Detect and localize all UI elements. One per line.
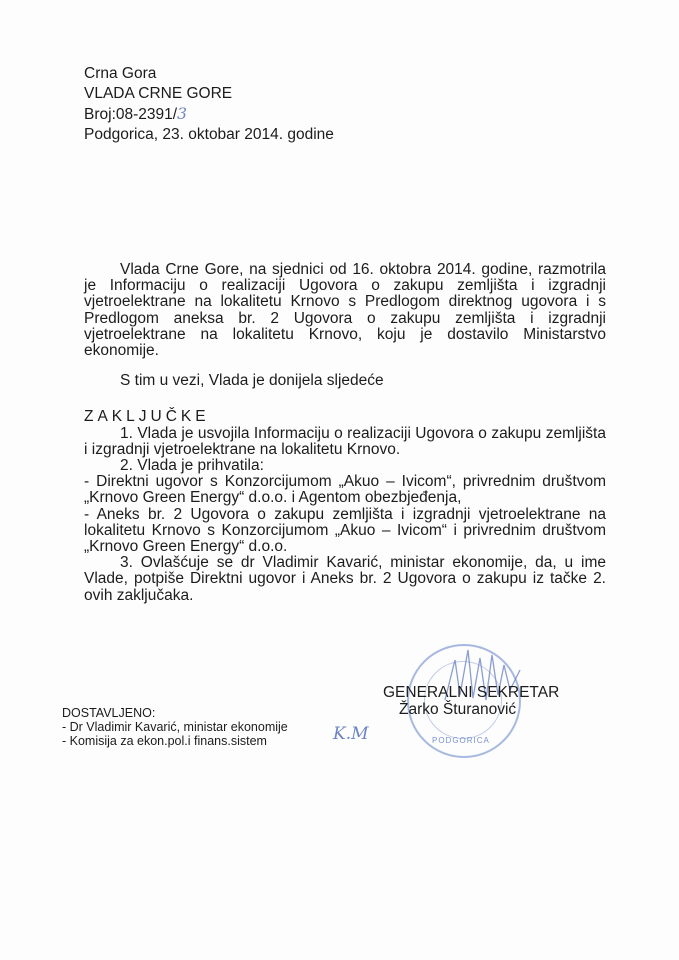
conclusion-item-3: 3. Ovlašćuje se dr Vladimir Kavarić, ministar ekonomije, da, u ime Vlade, potpiše Direktni ugovor i Aneks br. 2 Ugovora o zakupu iz tačke 2. ovih zaključaka. bbox=[84, 554, 606, 604]
conclusion-item-2b: - Aneks br. 2 Ugovora o zakupu zemljišta i izgradnji vjetroelektrane na lokalitetu Krnovo s Konzorcijumom „Akuo – Ivicom“ i privrednim društvom „Krnovo Green Energy“ d.o.o. bbox=[84, 505, 606, 556]
place-date: Podgorica, 23. oktobar 2014. godine bbox=[84, 126, 334, 143]
lead-paragraph: S tim u vezi, Vlada je donijela sljedeće bbox=[120, 372, 384, 390]
conclusion-item-2: 2. Vlada je prihvatila: bbox=[120, 457, 264, 475]
signatory-name: Žarko Šturanović bbox=[399, 701, 517, 718]
distribution-list bbox=[62, 706, 288, 748]
conclusion-item-2a: - Direktni ugovor s Konzorcijumom „Akuo – Ivicom“, privrednim društvom „Krnovo Green Energy“ d.o.o. i Agentom obezbjeđenja, bbox=[84, 473, 606, 507]
section-title: ZAKLJUČKE bbox=[84, 408, 210, 426]
country-name: Crna Gora bbox=[84, 65, 157, 82]
signatory-title: GENERALNI SEKRETAR bbox=[383, 684, 560, 701]
reference-number bbox=[84, 104, 334, 125]
signature-block bbox=[383, 684, 559, 718]
reference-number-label: Broj:08-2391/ bbox=[84, 106, 178, 123]
recipient-item: - Komisija za ekon.pol.i finans.sistem bbox=[62, 734, 267, 748]
institution-name: VLADA CRNE GORE bbox=[84, 85, 233, 102]
document-header bbox=[84, 64, 334, 145]
conclusion-item-1: 1. Vlada je usvojila Informaciju o realizaciji Ugovora o zakupu zemljišta i izgradnji vjetroelektrane na lokalitetu Krnovo. bbox=[84, 424, 606, 458]
document-body bbox=[84, 262, 606, 604]
intro-paragraph: Vlada Crne Gore, na sjednici od 16. oktobra 2014. godine, razmotrila je Informaciju o realizaciji Ugovora o zakupu zemljišta i izgradnji vjetroelektrane na lokalitetu Krnovo s Predlogom direktnog ugovora i s Predlogom aneksa br. 2 Ugovora o zakupu zemljišta i izgradnji vjetroelektrane na lokalitetu Krnovo, koju je dostavilo Ministarstvo ekonomije. bbox=[84, 261, 606, 360]
distribution-label: DOSTAVLJENO: bbox=[62, 706, 156, 720]
stamp-text: PODGORICA bbox=[432, 736, 490, 745]
handwritten-number: 3 bbox=[177, 105, 187, 123]
handwritten-paraph: K.M bbox=[333, 724, 369, 744]
recipient-item: - Dr Vladimir Kavarić, ministar ekonomije bbox=[62, 720, 288, 734]
